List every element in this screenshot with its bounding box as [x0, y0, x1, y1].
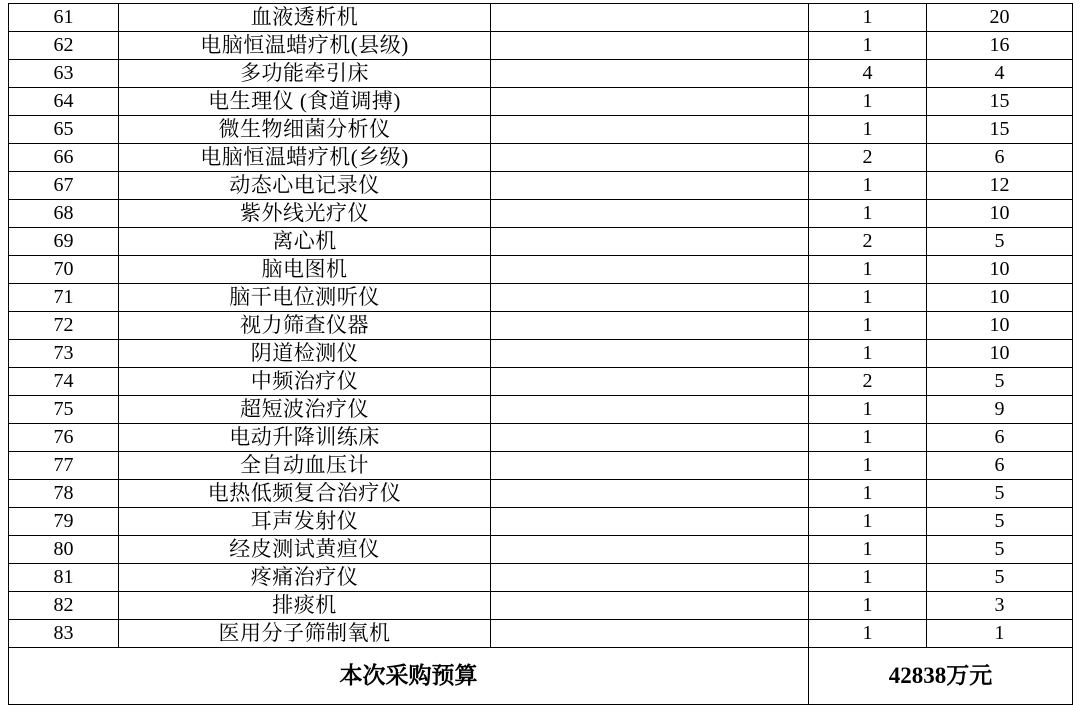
cell-index: 67	[9, 172, 119, 200]
cell-qty: 1	[809, 172, 927, 200]
cell-qty: 1	[809, 284, 927, 312]
cell-index: 78	[9, 480, 119, 508]
table-row	[9, 116, 1073, 144]
cell-qty: 2	[809, 228, 927, 256]
cell-name: 视力筛查仪器	[119, 312, 491, 340]
cell-spec	[491, 340, 809, 368]
cell-index: 71	[9, 284, 119, 312]
cell-price: 10	[927, 200, 1073, 228]
table-row	[9, 256, 1073, 284]
table-row	[9, 60, 1073, 88]
cell-price: 10	[927, 284, 1073, 312]
cell-spec	[491, 200, 809, 228]
table-row	[9, 452, 1073, 480]
cell-qty: 1	[809, 508, 927, 536]
cell-price: 3	[927, 592, 1073, 620]
cell-name: 电生理仪 (食道调搏)	[119, 88, 491, 116]
cell-spec	[491, 228, 809, 256]
cell-name: 紫外线光疗仪	[119, 200, 491, 228]
table-row	[9, 284, 1073, 312]
cell-qty: 1	[809, 536, 927, 564]
cell-index: 75	[9, 396, 119, 424]
cell-spec	[491, 620, 809, 648]
cell-index: 64	[9, 88, 119, 116]
table-row	[9, 424, 1073, 452]
cell-price: 5	[927, 508, 1073, 536]
total-value: 42838万元	[809, 648, 1073, 705]
cell-spec	[491, 452, 809, 480]
cell-price: 4	[927, 60, 1073, 88]
cell-price: 10	[927, 256, 1073, 284]
table-row	[9, 32, 1073, 60]
cell-name: 脑干电位测听仪	[119, 284, 491, 312]
document-page	[0, 3, 1080, 697]
table-row	[9, 200, 1073, 228]
table-row	[9, 228, 1073, 256]
cell-index: 69	[9, 228, 119, 256]
table-row	[9, 396, 1073, 424]
cell-price: 6	[927, 452, 1073, 480]
cell-name: 电脑恒温蜡疗机(县级)	[119, 32, 491, 60]
cell-index: 74	[9, 368, 119, 396]
cell-spec	[491, 564, 809, 592]
table-row	[9, 620, 1073, 648]
cell-spec	[491, 256, 809, 284]
cell-index: 62	[9, 32, 119, 60]
cell-price: 1	[927, 620, 1073, 648]
cell-qty: 1	[809, 452, 927, 480]
table-row	[9, 4, 1073, 32]
table-row	[9, 172, 1073, 200]
cell-spec	[491, 312, 809, 340]
cell-name: 多功能牵引床	[119, 60, 491, 88]
cell-spec	[491, 396, 809, 424]
cell-qty: 1	[809, 32, 927, 60]
cell-name: 离心机	[119, 228, 491, 256]
table-row	[9, 536, 1073, 564]
table-row	[9, 508, 1073, 536]
cell-qty: 1	[809, 88, 927, 116]
total-label: 本次采购预算	[9, 648, 809, 705]
procurement-table	[8, 3, 1073, 705]
cell-qty: 1	[809, 116, 927, 144]
table-row	[9, 368, 1073, 396]
cell-name: 脑电图机	[119, 256, 491, 284]
cell-qty: 2	[809, 144, 927, 172]
cell-qty: 1	[809, 312, 927, 340]
cell-name: 耳声发射仪	[119, 508, 491, 536]
cell-index: 77	[9, 452, 119, 480]
cell-qty: 1	[809, 4, 927, 32]
cell-index: 63	[9, 60, 119, 88]
cell-price: 5	[927, 536, 1073, 564]
cell-qty: 1	[809, 480, 927, 508]
cell-spec	[491, 480, 809, 508]
cell-price: 6	[927, 424, 1073, 452]
cell-spec	[491, 508, 809, 536]
cell-index: 66	[9, 144, 119, 172]
table-row	[9, 480, 1073, 508]
cell-index: 79	[9, 508, 119, 536]
cell-spec	[491, 592, 809, 620]
cell-name: 中频治疗仪	[119, 368, 491, 396]
cell-spec	[491, 4, 809, 32]
cell-name: 全自动血压计	[119, 452, 491, 480]
cell-price: 12	[927, 172, 1073, 200]
cell-index: 73	[9, 340, 119, 368]
cell-qty: 1	[809, 396, 927, 424]
cell-qty: 1	[809, 340, 927, 368]
cell-spec	[491, 424, 809, 452]
cell-name: 血液透析机	[119, 4, 491, 32]
cell-price: 5	[927, 564, 1073, 592]
cell-qty: 1	[809, 256, 927, 284]
cell-spec	[491, 88, 809, 116]
cell-spec	[491, 116, 809, 144]
cell-price: 20	[927, 4, 1073, 32]
cell-name: 电脑恒温蜡疗机(乡级)	[119, 144, 491, 172]
cell-name: 超短波治疗仪	[119, 396, 491, 424]
cell-spec	[491, 368, 809, 396]
cell-name: 疼痛治疗仪	[119, 564, 491, 592]
cell-price: 15	[927, 116, 1073, 144]
cell-name: 动态心电记录仪	[119, 172, 491, 200]
cell-spec	[491, 536, 809, 564]
cell-name: 排痰机	[119, 592, 491, 620]
cell-price: 5	[927, 228, 1073, 256]
cell-name: 电热低频复合治疗仪	[119, 480, 491, 508]
cell-name: 微生物细菌分析仪	[119, 116, 491, 144]
cell-qty: 1	[809, 620, 927, 648]
cell-index: 72	[9, 312, 119, 340]
cell-spec	[491, 144, 809, 172]
cell-name: 阴道检测仪	[119, 340, 491, 368]
cell-price: 10	[927, 340, 1073, 368]
table-row	[9, 592, 1073, 620]
cell-index: 61	[9, 4, 119, 32]
cell-price: 6	[927, 144, 1073, 172]
cell-spec	[491, 172, 809, 200]
cell-index: 68	[9, 200, 119, 228]
cell-spec	[491, 284, 809, 312]
table-row	[9, 88, 1073, 116]
cell-index: 76	[9, 424, 119, 452]
table-total-row	[9, 648, 1073, 705]
table-row	[9, 340, 1073, 368]
table-row	[9, 144, 1073, 172]
cell-index: 83	[9, 620, 119, 648]
cell-qty: 1	[809, 424, 927, 452]
cell-name: 医用分子筛制氧机	[119, 620, 491, 648]
cell-name: 电动升降训练床	[119, 424, 491, 452]
cell-qty: 2	[809, 368, 927, 396]
cell-index: 82	[9, 592, 119, 620]
cell-qty: 1	[809, 592, 927, 620]
cell-price: 5	[927, 368, 1073, 396]
cell-index: 70	[9, 256, 119, 284]
table-body	[9, 4, 1073, 705]
cell-price: 16	[927, 32, 1073, 60]
cell-price: 10	[927, 312, 1073, 340]
table-row	[9, 312, 1073, 340]
cell-spec	[491, 32, 809, 60]
cell-spec	[491, 60, 809, 88]
cell-qty: 1	[809, 200, 927, 228]
cell-index: 65	[9, 116, 119, 144]
table-row	[9, 564, 1073, 592]
cell-name: 经皮测试黄疸仪	[119, 536, 491, 564]
cell-price: 9	[927, 396, 1073, 424]
cell-price: 5	[927, 480, 1073, 508]
cell-qty: 1	[809, 564, 927, 592]
cell-index: 81	[9, 564, 119, 592]
cell-price: 15	[927, 88, 1073, 116]
cell-index: 80	[9, 536, 119, 564]
cell-qty: 4	[809, 60, 927, 88]
